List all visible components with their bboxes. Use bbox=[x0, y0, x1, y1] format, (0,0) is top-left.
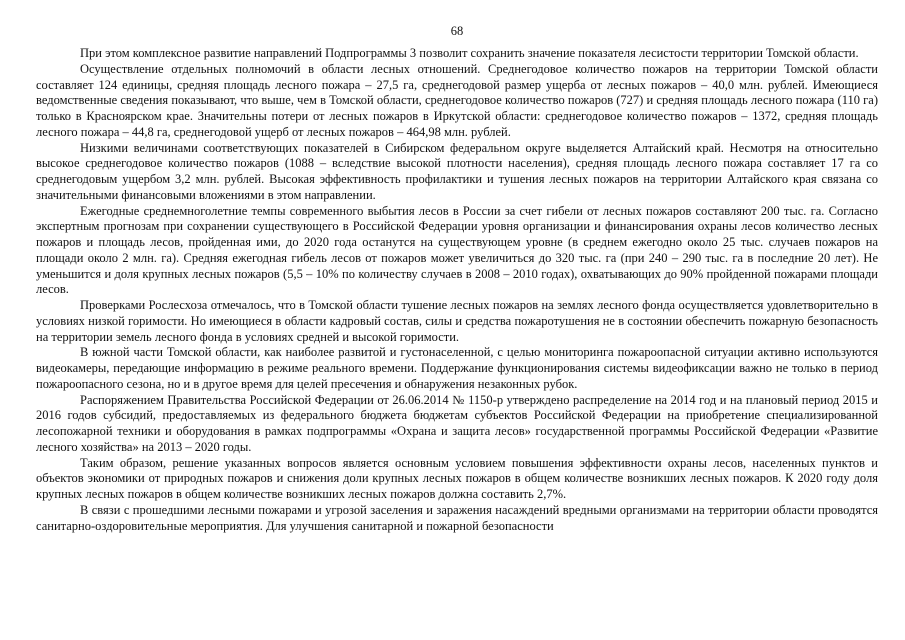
paragraph: Низкими величинами соответствующих показателей в Сибирском федеральном округе выделяется Алтайский край. Несмотря на относительно высокое среднегодовое количество пожаров (1088 – вследствие высокой плотности населения), средняя площадь лесного пожара составляет 17 га со среднегодовым ущербом 3,2 млн. рублей. Высокая эффективность профилактики и тушения лесных пожаров на территории Алтайского края связана со значительными финансовыми вложениями в этом направлении. bbox=[36, 140, 878, 202]
paragraph: Проверками Рослесхоза отмечалось, что в Томской области тушение лесных пожаров на землях лесного фонда осуществляется удовлетворительно в условиях низкой горимости. Но имеющиеся в области кадровый состав, силы и средства пожаротушения не в состоянии обеспечить пожарную безопасность на территории земель лесного фонда в условиях средней и высокой горимости. bbox=[36, 298, 878, 344]
document-page bbox=[36, 0, 878, 640]
paragraph: Осуществление отдельных полномочий в области лесных отношений. Среднегодовое количество пожаров на территории Томской области составляет 124 единицы, средняя площадь лесного пожара – 27,5 га, среднегодовой размер ущерба от лесных пожаров – 40,0 млн. рублей. Имеющиеся ведомственные сведения показывают, что выше, чем в Томской области, среднегодовое количество пожаров (727) и средняя площадь лесного пожара (110 га) только в Красноярском крае. Значительны потери от лесных пожаров в Иркутской области: среднегодовое количество пожаров – 1372, средняя площадь лесного пожара – 44,8 га, среднегодовой ущерб от лесных пожаров – 464,98 млн. рублей. bbox=[36, 61, 878, 139]
paragraph: При этом комплексное развитие направлений Подпрограммы 3 позволит сохранить значение показателя лесистости территории Томской области. bbox=[80, 46, 859, 60]
page-number: 68 bbox=[450, 24, 464, 38]
paragraph: В связи с прошедшими лесными пожарами и угрозой заселения и заражения насаждений вредными организмами на территории области проводятся санитарно-оздоровительные мероприятия. Для улучшения санитарной и пожарной безопасности bbox=[36, 502, 878, 533]
paragraph: Ежегодные среднемноголетние темпы современного выбытия лесов в России за счет гибели от лесных пожаров составляют 200 тыс. га. Согласно экспертным прогнозам при сохранении существующего в Российской Федерации уровня организации и финансирования охраны лесов количество лесных пожаров и площадь лесов, пройденная ими, до 2020 года останутся на существующем уровне (в среднем ежегодно около 25 тыс. случаев пожаров на площади около 2 млн. га). Средняя ежегодная гибель лесов от пожаров может увеличиться до 320 тыс. га (при 240 – 290 тыс. га в последние 20 лет). Не уменьшится и доля крупных лесных пожаров (5,5 – 10% по количеству случаев в 2008 – 2010 годах), охватывающих до 90% пройденной пожарами площади лесов. bbox=[36, 203, 878, 297]
body-text bbox=[36, 46, 878, 534]
paragraph: В южной части Томской области, как наиболее развитой и густонаселенной, с целью мониторинга пожароопасной ситуации активно используются видеокамеры, передающие информацию в режиме реального времени. Поддержание функционирования системы видеофиксации важно не только в период пожароопасного сезона, но и в другое время для целей пресечения и обнаружения незаконных рубок. bbox=[36, 345, 878, 391]
paragraph: Таким образом, решение указанных вопросов является основным условием повышения эффективности охраны лесов, населенных пунктов и объектов экономики от природных пожаров и снижения доли крупных лесных пожаров в общем количестве возникших лесных пожаров. К 2020 году доля крупных лесных пожаров в общем количестве возникших лесных пожаров должна составить 2,7%. bbox=[36, 455, 878, 501]
paragraph: Распоряжением Правительства Российской Федерации от 26.06.2014 № 1150-р утверждено распределение на 2014 год и на плановый период 2015 и 2016 годов субсидий, предоставляемых из федерального бюджета бюджетам субъектов Российской Федерации на приобретение специализированной лесопожарной техники и оборудования в рамках подпрограммы «Охрана и защита лесов» государственной программы Российской Федерации «Развитие лесного хозяйства» на 2013 – 2020 годы. bbox=[36, 392, 878, 454]
